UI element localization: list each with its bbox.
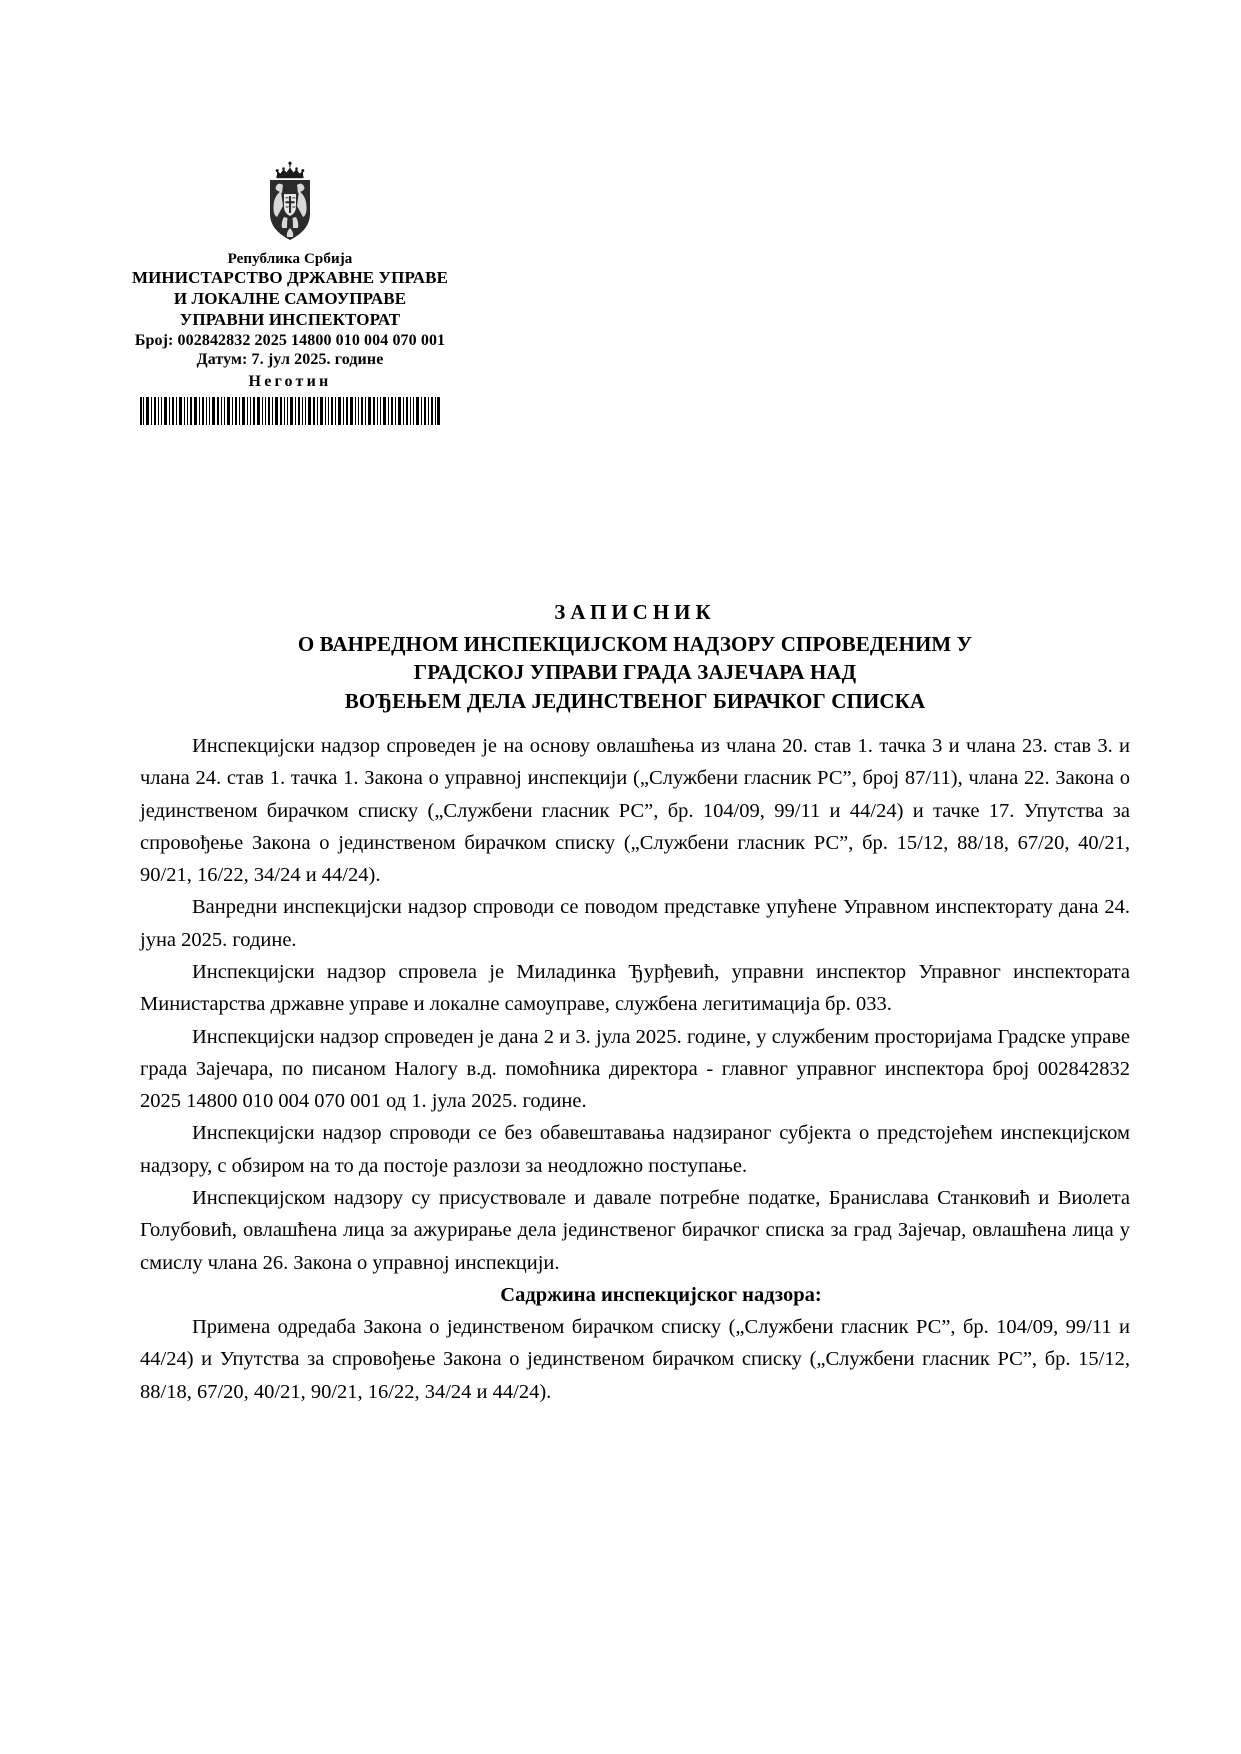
document-title-block [140, 598, 1130, 715]
ministry-line-2: И ЛОКАЛНЕ САМОУПРАВЕ [173, 289, 407, 309]
ministry-line-1: МИНИСТАРСТВО ДРЖАВНЕ УПРАВЕ [131, 268, 449, 288]
department-label: УПРАВНИ ИНСПЕКТОРАТ [179, 309, 401, 329]
document-body [140, 730, 1130, 1408]
paragraph-legal-basis: Инспекцијски надзор спроведен је на основу овлашћења из члана 20. став 1. тачка 3 и члана 23. став 3. и члана 24. став 1. тачка 1. Закона о управној инспекцији („Службени гласник РС”, број 87/11), члана 22. Закона о јединственом бирачком списку („Службени гласник РС”, бр. 104/09, 99/11 и 44/24) и тачке 17. Упутства за спровођење Закона о јединственом бирачком списку („Службени гласник РС”, бр. 15/12, 88/18, 67/20, 40/21, 90/21, 16/22, 34/24 и 44/24). [140, 735, 1130, 887]
paragraph-inspector-identity: Инспекцијски надзор спровела је Миладинка Ђурђевић, управни инспектор Управног инспектората Министарства државне управе и локалне самоуправе, службена легитимација бр. 033. [140, 960, 1130, 1016]
document-subtitle-line-1: О ВАНРЕДНОМ ИНСПЕКЦИЈСКОМ НАДЗОРУ СПРОВЕДЕНИМ У [297, 631, 973, 656]
section-heading-scope: Садржина инспекцијског надзора: [500, 1283, 822, 1306]
document-title: ЗАПИСНИК [554, 600, 716, 624]
document-subtitle-line-2: ГРАДСКОЈ УПРАВИ ГРАДА ЗАЈЕЧАРА НАД [413, 660, 857, 685]
document-subtitle-line-3: ВОЂЕЊЕМ ДЕЛА ЈЕДИНСТВЕНОГ БИРАЧКОГ СПИСКА [344, 688, 926, 713]
republic-label: Република Србија [227, 251, 353, 267]
paragraph-scope-of-inspection: Примена одредаба Закона о јединственом бирачком списку („Службени гласник РС”, бр. 104/09, 99/11 и 44/24) и Упутства за спровођење Закона о јединственом бирачком списку („Службени гласник РС”, бр. 15/12, 88/18, 67/20, 40/21, 90/21, 16/22, 34/24 и 44/24). [140, 1316, 1130, 1403]
code128-barcode-icon [140, 397, 440, 425]
paragraph-inspection-dates-and-order: Инспекцијски надзор спроведен је дана 2 и 3. јула 2025. године, у службеним просторијама Градске управе града Зајечара, по писаном Налогу в.д. помоћника директора - главног управног инспектора број 002842832 2025 14800 010 004 070 001 од 1. јула 2025. године. [140, 1025, 1130, 1113]
document-date: Датум: 7. јул 2025. године [196, 351, 384, 369]
paragraph-no-prior-notice: Инспекцијски надзор спроводи се без обавештавања надзираног субјекта о предстојећем инспекцијском надзору, с обзиром на то да постоје разлози за неодложно поступање. [140, 1122, 1130, 1177]
serbian-coat-of-arms-icon [257, 160, 323, 244]
paragraph-complaint-reference: Ванредни инспекцијски надзор спроводи се поводом представке упућене Управном инспекторату дана 24. јуна 2025. године. [140, 896, 1130, 951]
letterhead [110, 160, 470, 425]
paragraph-attendees: Инспекцијском надзору су присуствовале и давале потребне податке, Бранислава Станковић и Виолета Голубовић, овлашћена лица за ажурирање дела јединственог бирачког списка за град Зајечар, овлашћена лица у смислу члана 26. Закона о управној инспекцији. [140, 1186, 1130, 1274]
city-label: Неготин [248, 372, 332, 390]
document-number: Број: 002842832 2025 14800 010 004 070 001 [134, 331, 446, 349]
